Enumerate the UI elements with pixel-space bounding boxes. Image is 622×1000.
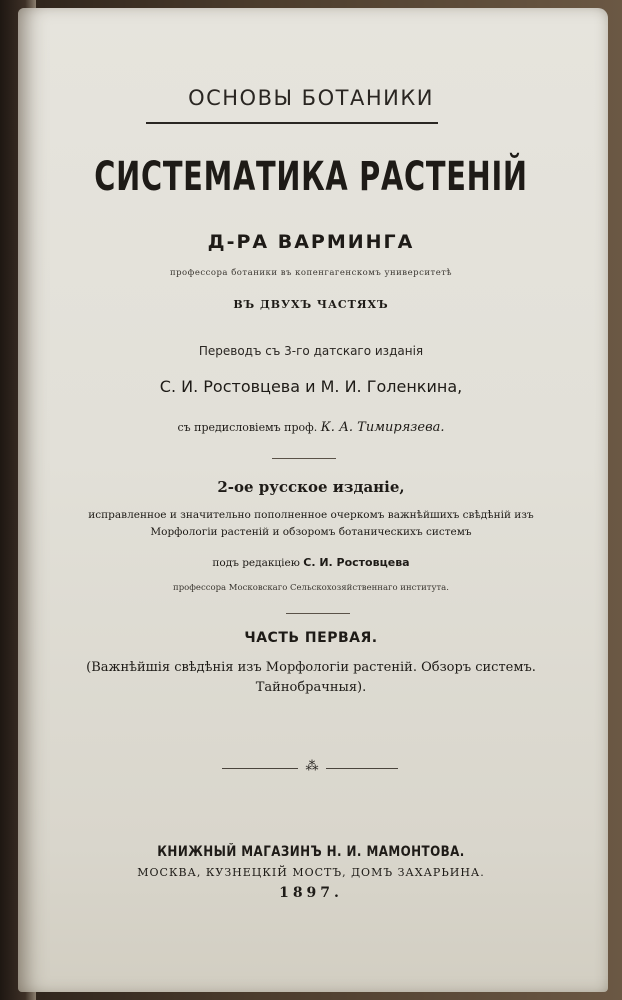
author-position: профессора ботаники въ копенгагенскомъ университетѣ [169, 268, 453, 278]
main-title: СИСТЕМАТИКА РАСТЕНІЙ [94, 154, 528, 200]
publisher: КНИЖНЫЙ МАГАЗИНЪ Н. И. МАМОНТОВА. [157, 844, 465, 860]
part-description-1: (Важнѣйшія свѣдѣнія изъ Морфологіи растеній. Обзоръ системъ. [86, 660, 536, 675]
part-description-2: Тайнобрачныя). [255, 680, 367, 695]
translators: С. И. Ростовцева и М. И. Голенкина, [159, 377, 463, 396]
editor-prefix: подъ редакціею [212, 557, 300, 569]
edition-title: 2-ое русское изданіе, [217, 478, 405, 496]
preface-name: К. А. Тимирязева. [320, 420, 445, 435]
ornament-divider [0, 759, 622, 776]
editor-line [0, 556, 622, 569]
preface-line [0, 420, 622, 435]
divider-rule-1 [272, 458, 336, 459]
edition-description-2: Морфологіи растеній и обзоромъ ботаническихъ системъ [150, 526, 472, 538]
translation-note: Переводъ съ 3-го датскаго изданія [198, 344, 424, 358]
publication-year: 1897. [279, 885, 343, 901]
preface-prefix: съ предисловіемъ проф. [177, 421, 318, 434]
editor-name: С. И. Ростовцева [303, 556, 410, 569]
editor-position: профессора Московскаго Сельскохозяйственнаго института. [173, 583, 449, 593]
divider-rule-2 [286, 613, 350, 614]
parts-note: ВЪ ДВУХЪ ЧАСТЯХЪ [233, 298, 389, 311]
ornament-icon: ⁂ [305, 759, 319, 774]
part-title: ЧАСТЬ ПЕРВАЯ. [244, 630, 378, 646]
author-name: Д-РА ВАРМИНГА [207, 231, 415, 253]
ornament-line-right [326, 768, 398, 769]
series-title: ОСНОВЫ БОТАНИКИ [188, 86, 434, 110]
edition-description-1: исправленное и значительно пополненное очеркомъ важнѣйшихъ свѣдѣній изъ [88, 509, 534, 521]
publisher-address: МОСКВА, КУЗНЕЦКІЙ МОСТЪ, ДОМЪ ЗАХАРЬИНА. [137, 866, 485, 879]
ornament-line-left [222, 768, 298, 769]
series-title-underline [146, 122, 438, 124]
